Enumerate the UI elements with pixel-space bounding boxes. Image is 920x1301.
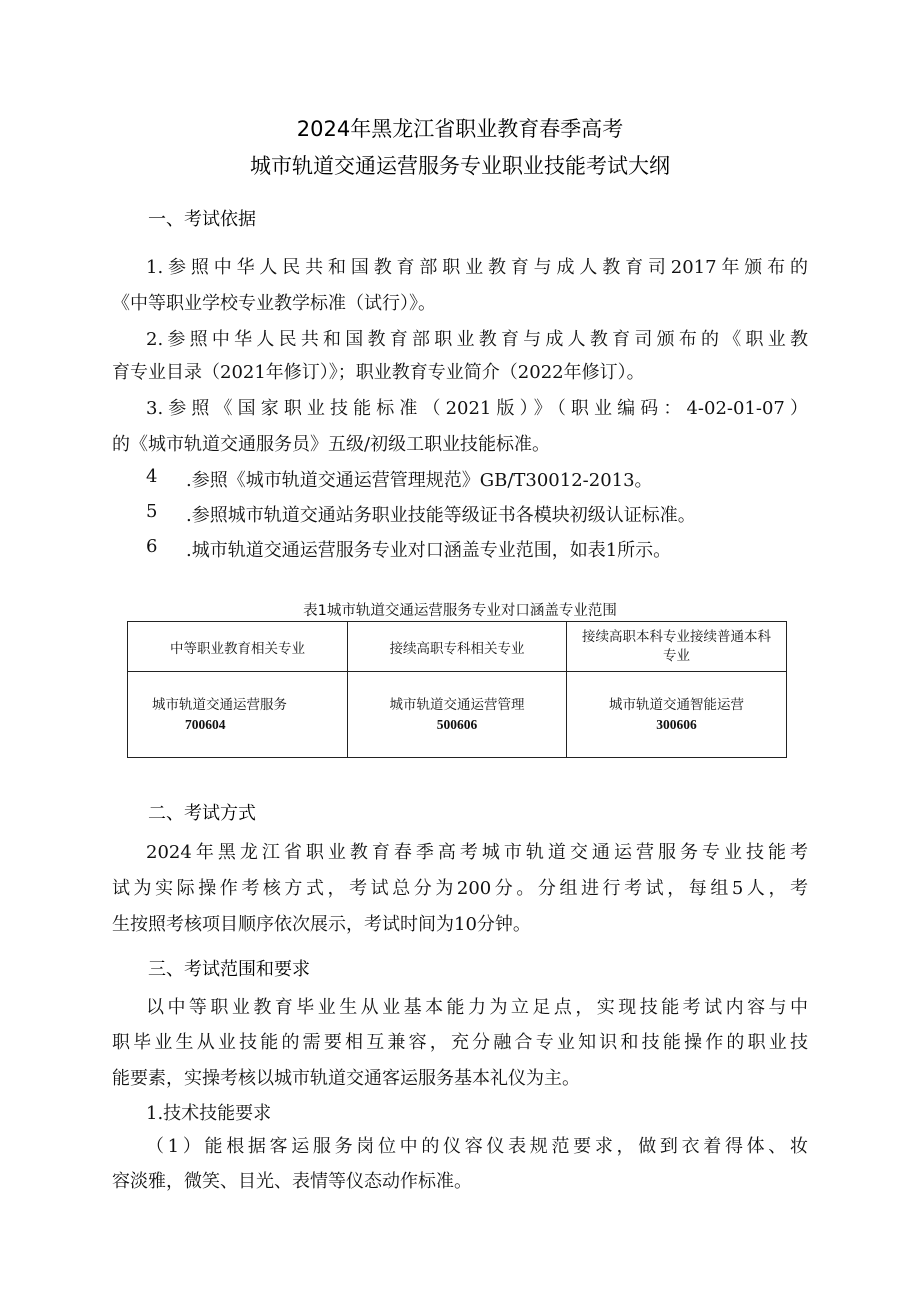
s3-item1-line2: 容淡雅，微笑、目光、表情等仪态动作标准。 <box>112 1171 472 1192</box>
s1-p3-line1: 3.参照《国家职业技能标准（2021版）》（职业编码：4-02-01-07） <box>146 398 808 419</box>
s2-line1: 2024年黑龙江省职业教育春季高考城市轨道交通运营服务专业技能考 <box>146 842 808 863</box>
s1-p2-line2: 育专业目录（2021年修订）》；职业教育专业简介（2022年修订）。 <box>112 362 645 383</box>
s3-line2: 职毕业生从业技能的需要相互兼容，充分融合专业知识和技能操作的职业技 <box>112 1032 808 1053</box>
section-1-heading: 一、考试依据 <box>148 209 256 230</box>
s1-p1-line1: 1.参照中华人民共和国教育部职业教育与成人教育司2017年颁布的 <box>146 257 808 278</box>
doc-title-line1: 2024年黑龙江省职业教育春季高考 <box>296 117 624 141</box>
major-name: 城市轨道交通智能运营 <box>609 696 744 713</box>
table-header-text: 接续高职专科相关专业 <box>389 640 525 657</box>
s3-line1: 以中等职业教育毕业生从业基本能力为立足点，实现技能考试内容与中 <box>146 997 808 1018</box>
section-2-heading: 二、考试方式 <box>148 803 256 824</box>
major-code: 300606 <box>656 716 697 732</box>
table-cell-r1c3 <box>567 672 786 757</box>
s1-p3-line2: 的《城市轨道交通服务员》五级/初级工职业技能标准。 <box>112 434 551 455</box>
table-header-cell-3 <box>567 622 786 671</box>
s1-p4-text: .参照《城市轨道交通运营管理规范》GB/T30012-2013。 <box>186 470 653 491</box>
table-caption: 表1城市轨道交通运营服务专业对口涵盖专业范围 <box>303 603 617 619</box>
section-3-heading: 三、考试范围和要求 <box>148 959 310 980</box>
table-header-text: 接续高职本科专业接续普通本科 <box>582 628 771 645</box>
table-header-text-cont: 专业 <box>663 647 690 664</box>
major-code: 500606 <box>436 716 478 732</box>
table-cell-r1c2 <box>348 672 566 757</box>
scope-table <box>127 621 787 758</box>
table-cell-r1c1 <box>128 672 347 757</box>
s1-p5-text: .参照城市轨道交通站务职业技能等级证书各模块初级认证标准。 <box>186 505 696 526</box>
doc-title-line2: 城市轨道交通运营服务专业职业技能考试大纲 <box>250 154 670 178</box>
s1-p2-line1: 2.参照中华人民共和国教育部职业教育与成人教育司颁布的《职业教 <box>146 329 808 350</box>
s1-p4-number: 4 <box>146 466 158 487</box>
major-code: 700604 <box>185 716 226 732</box>
s1-p1-line2: 《中等职业学校专业教学标准（试行）》。 <box>112 293 436 314</box>
s2-line3: 生按照考核项目顺序依次展示，考试时间为10分钟。 <box>112 914 531 935</box>
table-header-cell-1 <box>128 622 347 671</box>
table-header-cell-2 <box>348 622 566 671</box>
major-name: 城市轨道交通运营管理 <box>389 696 525 713</box>
table-header-text: 中等职业教育相关专业 <box>170 640 305 657</box>
major-name: 城市轨道交通运营服务 <box>152 696 287 713</box>
s1-p6-number: 6 <box>146 536 158 557</box>
s1-p6-text: .城市轨道交通运营服务专业对口涵盖专业范围，如表1所示。 <box>186 540 672 561</box>
s3-subheading-1: 1.技术技能要求 <box>146 1103 272 1124</box>
s2-line2: 试为实际操作考核方式，考试总分为200分。分组进行考试，每组5人，考 <box>112 878 808 899</box>
s3-item1-line1: （1）能根据客运服务岗位中的仪容仪表规范要求，做到衣着得体、妆 <box>146 1136 808 1157</box>
s1-p5-number: 5 <box>146 501 158 522</box>
s3-line3: 能要素，实操考核以城市轨道交通客运服务基本礼仪为主。 <box>112 1068 580 1089</box>
